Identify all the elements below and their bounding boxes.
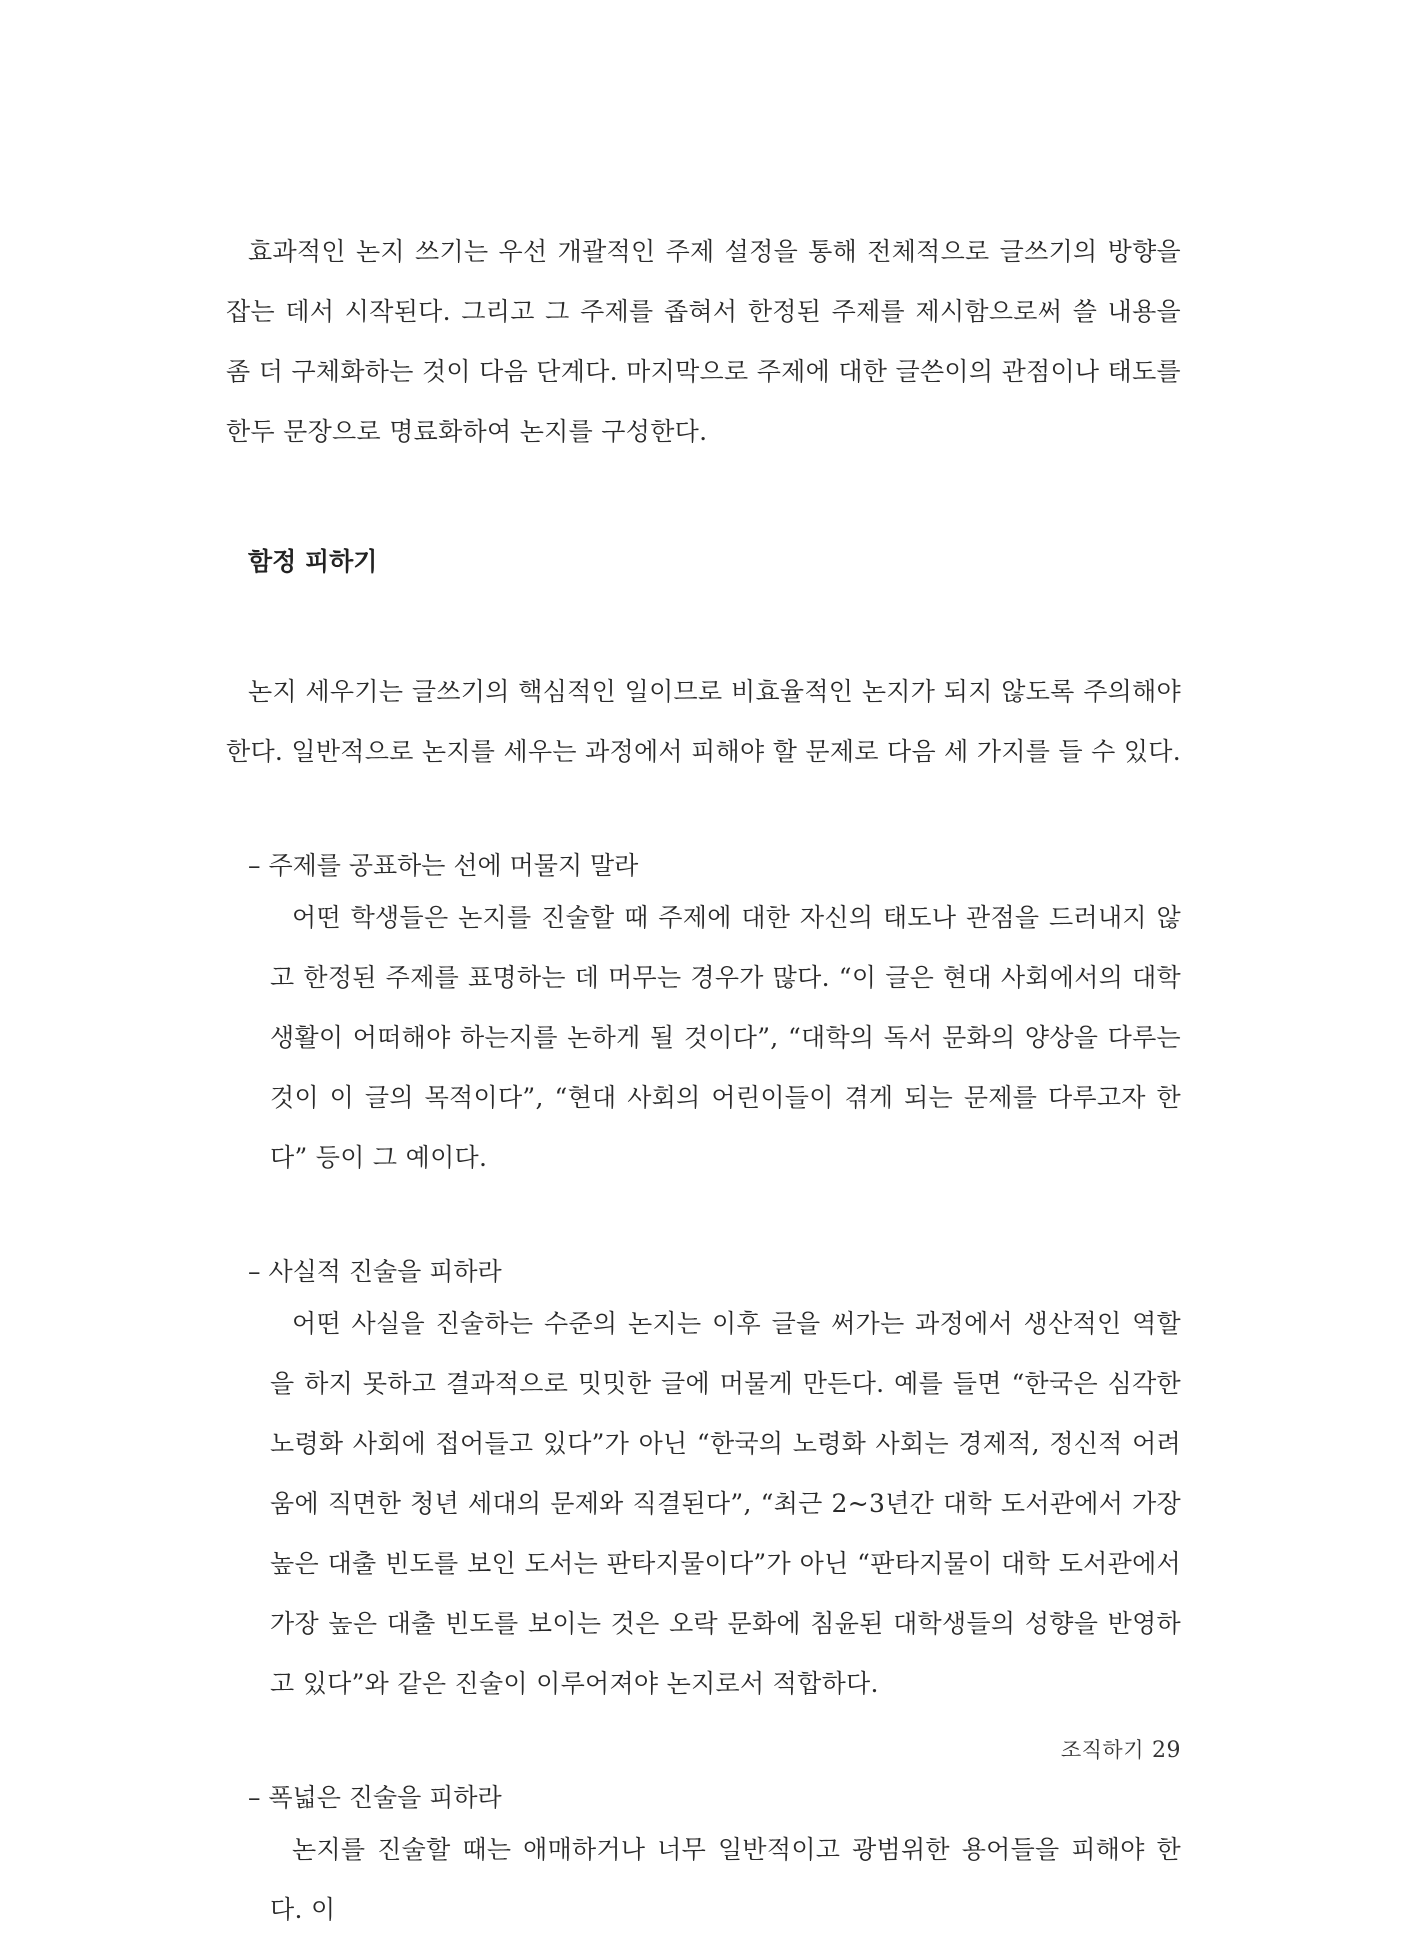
spacer bbox=[226, 782, 1181, 844]
list-item-title: – 폭넓은 진술을 피하라 bbox=[248, 1783, 502, 1812]
list-item-body: 어떤 사실을 진술하는 수준의 논지는 이후 글을 써가는 과정에서 생산적인 역할을 하지 못하고 결과적으로 밋밋한 글에 머물게 만든다. 예를 들면 “한국은 심각한 노령화 사회에 접어들고 있다”가 아닌 “한국의 노령화 사회는 경제적, 정신적 어려움에 직면한 청년 세대의 문제와 직결된다”, “최근 2~3년간 대학 도서관에서 가장 높은 대출 빈도를 보인 도서는 판타지물이다”가 아닌 “판타지물이 대학 도서관에서 가장 높은 대출 빈도를 보이는 것은 오락 문화에 침윤된 대학생들의 성향을 반영하고 있다”와 같은 진술이 이루어져야 논지로서 적합하다. bbox=[270, 1309, 1181, 1698]
list-item bbox=[226, 1250, 1181, 1714]
page-footer bbox=[1061, 1734, 1181, 1764]
spacer bbox=[226, 462, 1181, 542]
spacer bbox=[226, 582, 1181, 662]
list-item bbox=[226, 1776, 1181, 1940]
section-heading: 함정 피하기 bbox=[248, 547, 378, 576]
list-item-title: – 사실적 진술을 피하라 bbox=[248, 1257, 502, 1286]
spacer bbox=[226, 1188, 1181, 1250]
page-number: 29 bbox=[1152, 1738, 1181, 1763]
page-content bbox=[226, 222, 1181, 1940]
running-footer-label: 조직하기 bbox=[1060, 1738, 1144, 1762]
list-item-title: – 주제를 공표하는 선에 머물지 말라 bbox=[248, 851, 639, 880]
spacer bbox=[226, 1714, 1181, 1776]
intro-paragraph: 효과적인 논지 쓰기는 우선 개괄적인 주제 설정을 통해 전체적으로 글쓰기의 방향을 잡는 데서 시작된다. 그리고 그 주제를 좁혀서 한정된 주제를 제시함으로써 쓸 내용을 좀 더 구체화하는 것이 다음 단계다. 마지막으로 주제에 대한 글쓴이의 관점이나 태도를 한두 문장으로 명료화하여 논지를 구성한다. bbox=[226, 237, 1181, 446]
list-item bbox=[226, 844, 1181, 1188]
list-item-body: 어떤 학생들은 논지를 진술할 때 주제에 대한 자신의 태도나 관점을 드러내지 않고 한정된 주제를 표명하는 데 머무는 경우가 많다. “이 글은 현대 사회에서의 대학 생활이 어떠해야 하는지를 논하게 될 것이다”, “대학의 독서 문화의 양상을 다루는 것이 이 글의 목적이다”, “현대 사회의 어린이들이 겪게 되는 문제를 다루고자 한다” 등이 그 예이다. bbox=[270, 903, 1181, 1172]
section-paragraph: 논지 세우기는 글쓰기의 핵심적인 일이므로 비효율적인 논지가 되지 않도록 주의해야 한다. 일반적으로 논지를 세우는 과정에서 피해야 할 문제로 다음 세 가지를 들 수 있다. bbox=[226, 677, 1182, 766]
list-item-body: 논지를 진술할 때는 애매하거나 너무 일반적이고 광범위한 용어들을 피해야 한다. 이 bbox=[270, 1835, 1181, 1924]
